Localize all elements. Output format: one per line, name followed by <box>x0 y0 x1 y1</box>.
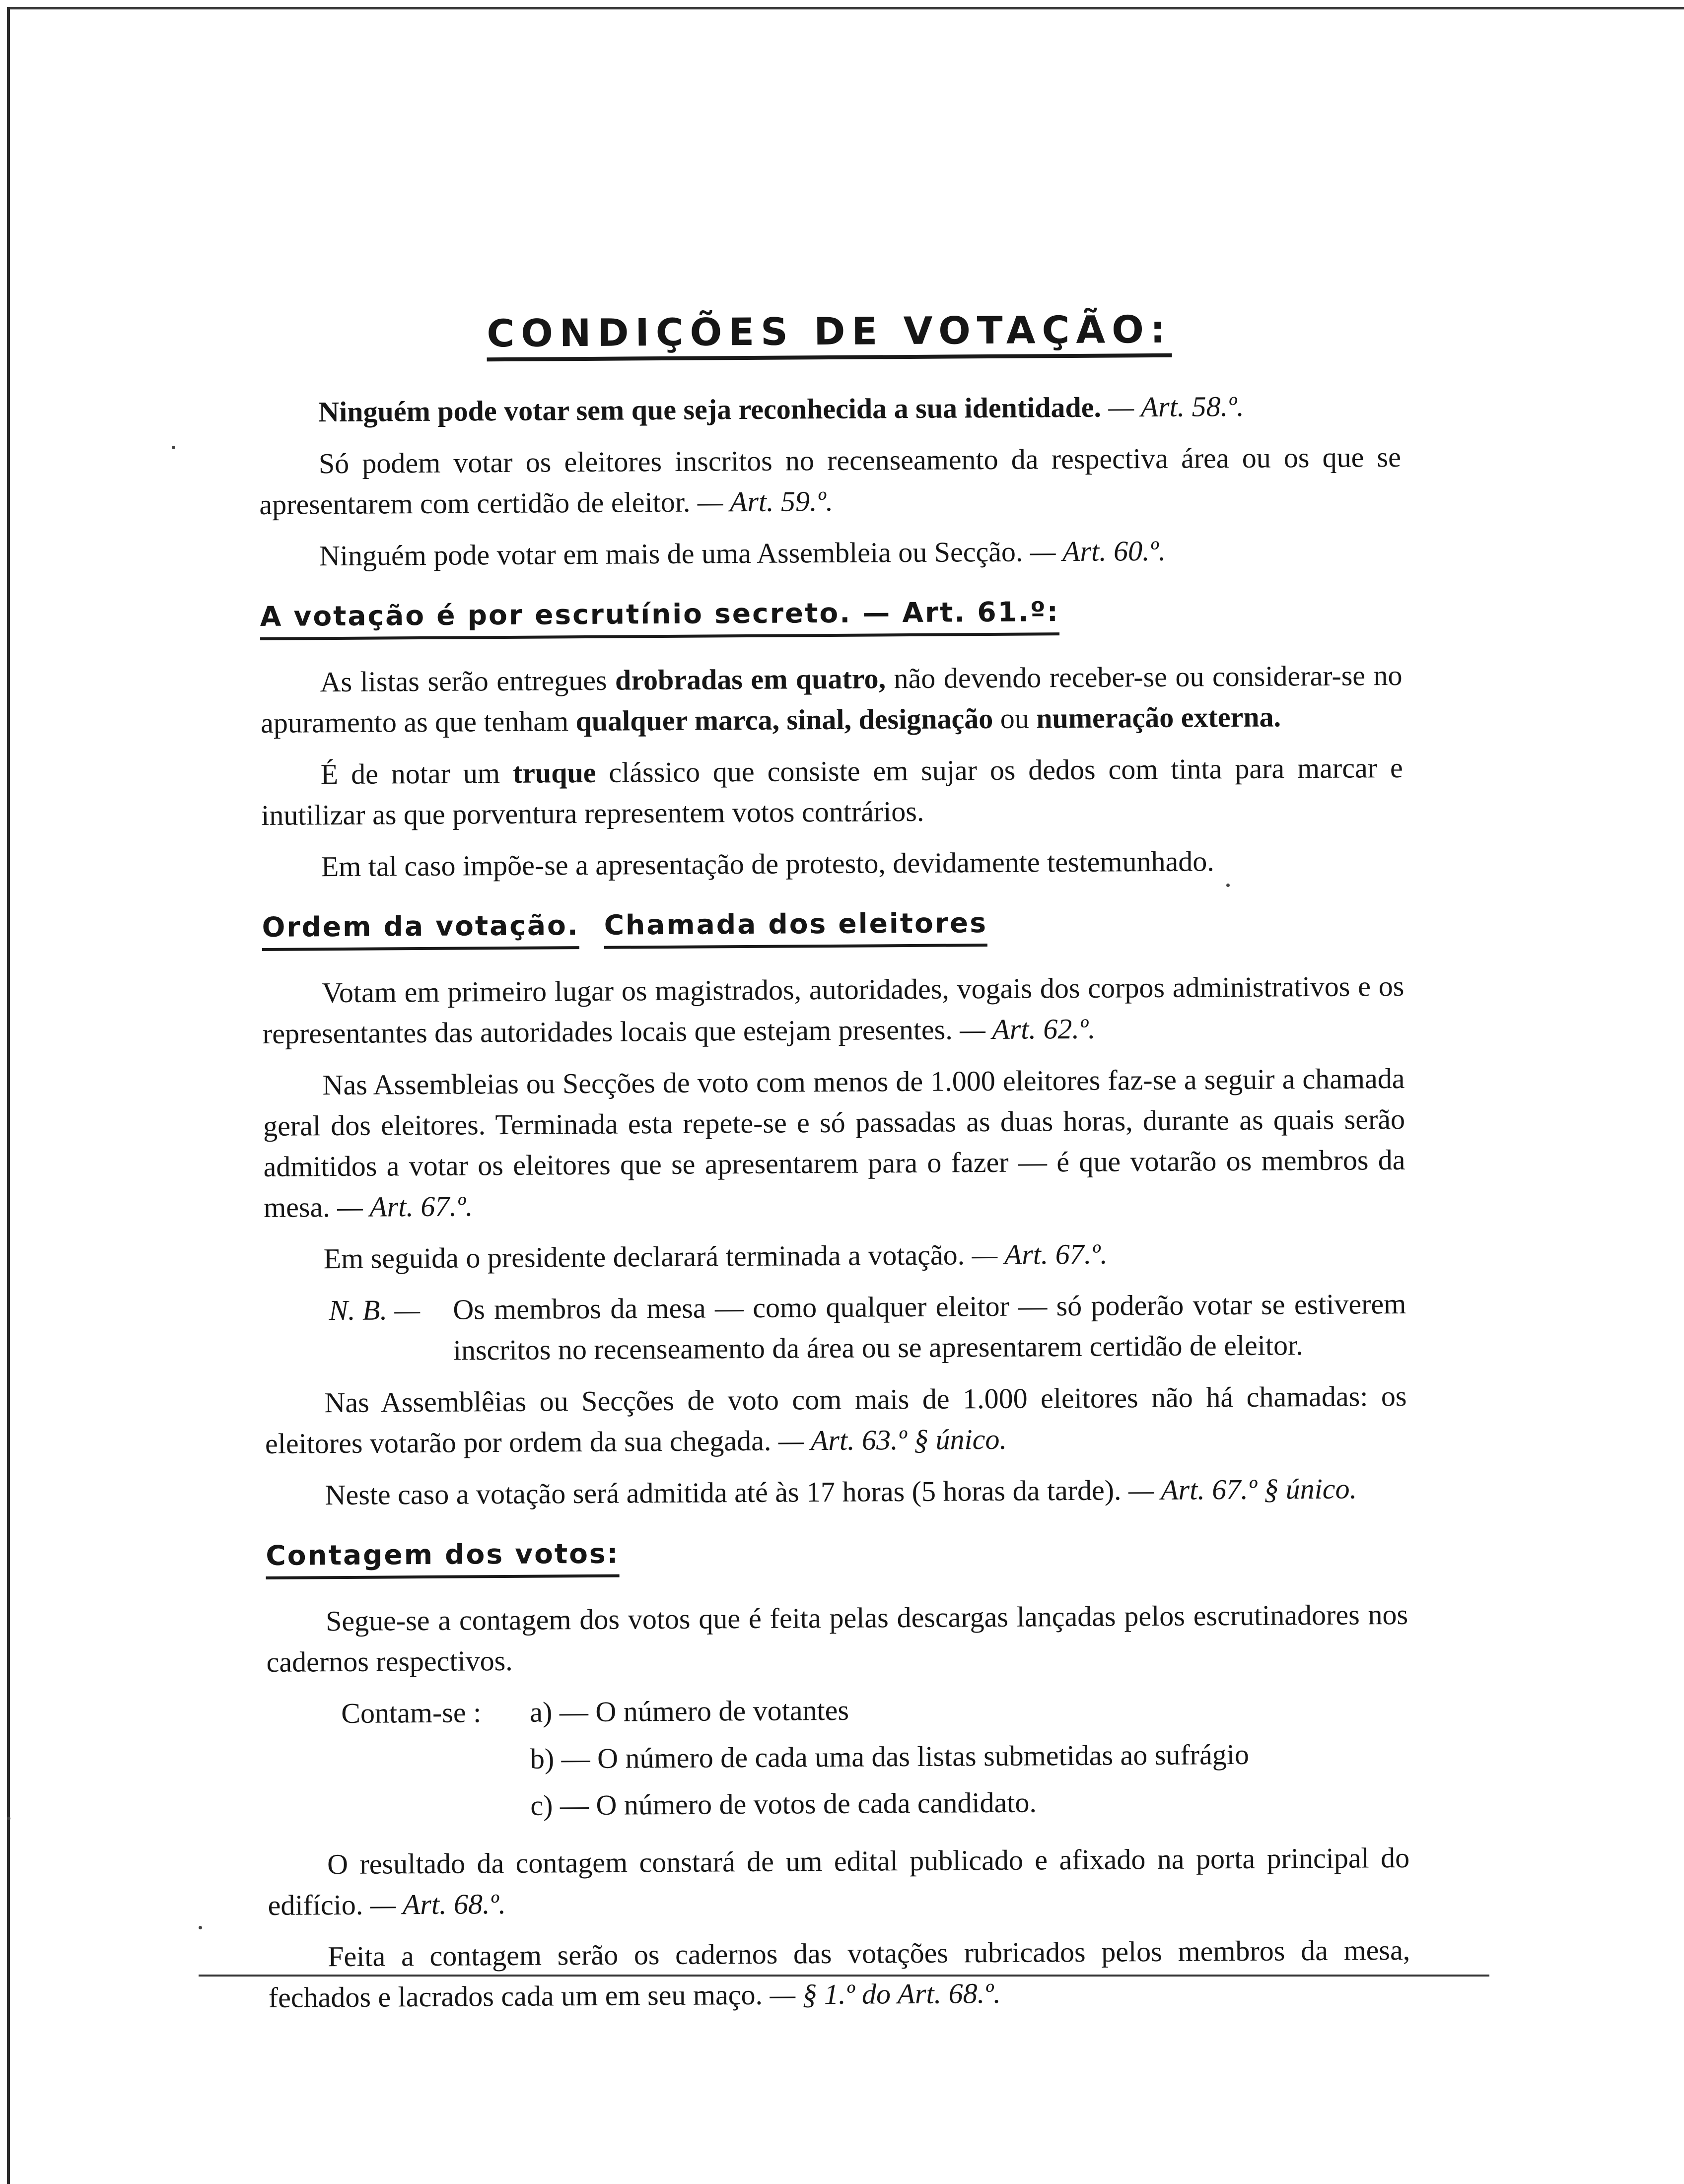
scan-edge-left <box>7 7 10 2184</box>
nota-bene <box>264 1284 1406 1372</box>
scan-speck <box>172 446 175 449</box>
voting-order-paragraph-4: Nas Assemblêias ou Secções de voto com mais de 1.000 eleitores não há chamadas: os eleitores votarão por ordem da sua chegada. — Art. 63.º § único. <box>265 1379 1407 1460</box>
bottom-rule <box>199 1975 1489 1977</box>
section-heading-secret-ballot: A votação é por escrutínio secreto. — Art. 61.º: <box>260 590 1402 640</box>
scan-speck <box>199 1926 202 1929</box>
secret-ballot-paragraph-1: As listas serão entregues drobradas em quatro, não devendo receber-se ou considerar-se no apuramento as que tenham qualquer marca, sinal, designação ou numeração externa. <box>260 659 1403 739</box>
secret-ballot-paragraph-3: Em tal caso impõe-se a apresentação de protesto, devidamente testemunhado. <box>321 845 1214 883</box>
nota-bene-text: Os membros da mesa — como qualquer eleitor — só poderão votar se estiverem inscritos no recenseamento da área ou se apresentarem certidão de eleitor. <box>453 1287 1406 1366</box>
intro-paragraph-1: Ninguém pode votar sem que seja reconhecida a sua identidade. — Art. 58.º. <box>318 390 1244 428</box>
voting-order-paragraph-5: Neste caso a votação será admitida até às 17 horas (5 horas da tarde). — Art. 67.º § único. <box>325 1472 1357 1511</box>
document-body <box>258 301 1410 2029</box>
vote-count-paragraph-3: Feita a contagem serão os cadernos das votações rubricados pelos membros da mesa, fechados e lacrados cada um em seu maço. — § 1.º do Art. 68.º. <box>268 1933 1410 2014</box>
intro-paragraph-2: Só podem votar os eleitores inscritos no recenseamento da respectiva área ou os que se apresentarem com certidão de eleitor. — Art. 59.º. <box>259 440 1402 521</box>
section-heading-voting-order: Ordem da votação. Chamada dos eleitores <box>262 900 1403 951</box>
scan-speck <box>7 1817 10 1820</box>
voting-order-paragraph-3: Em seguida o presidente declarará terminada a votação. — Art. 67.º. <box>323 1237 1108 1275</box>
section-heading-vote-count: Contagem dos votos: <box>266 1529 1407 1579</box>
scan-edge-top <box>7 7 1684 9</box>
voting-order-paragraph-2: Nas Assembleias ou Secções de voto com menos de 1.000 eleitores faz-se a seguir a chamada geral dos eleitores. Terminada esta repete-se e só passadas as duas horas, durante as quais serão admitidos a votar os eleitores que se apresentarem para o fazer — é que votarão os membros da mesa. — Art. 67.º. <box>263 1062 1405 1224</box>
voting-order-paragraph-1: Votam em primeiro lugar os magistrados, autoridades, vogais dos corpos administrativos e os representantes das autoridades locais que estejam presentes. — Art. 62.º. <box>262 969 1404 1050</box>
count-item: b) — O número de cada uma das listas submetidas ao sufrágio <box>530 1738 1250 1775</box>
count-item: c) — O número de votos de cada candidato. <box>530 1786 1037 1822</box>
vote-count-paragraph-1: Segue-se a contagem dos votos que é feita pelas descargas lançadas pelos escrutinadores nos cadernos respectivos. <box>266 1598 1408 1678</box>
count-list-label: Contam-se : <box>341 1696 482 1730</box>
count-list <box>267 1687 1409 1834</box>
count-item: a) — O número de votantes <box>530 1694 849 1728</box>
intro-paragraph-3: Ninguém pode votar em mais de uma Assembleia ou Secção. — Art. 60.º. <box>319 534 1166 572</box>
page-title: CONDIÇÕES DE VOTAÇÃO: <box>258 301 1401 362</box>
nota-bene-label: N. B. — <box>329 1294 421 1327</box>
secret-ballot-paragraph-2: É de notar um truque clássico que consiste em sujar os dedos com tinta para marcar e inutilizar as que porventura representem votos contrários. <box>261 751 1403 831</box>
vote-count-paragraph-2: O resultado da contagem constará de um edital publicado e afixado na porta principal do edifício. — Art. 68.º. <box>268 1841 1410 1921</box>
